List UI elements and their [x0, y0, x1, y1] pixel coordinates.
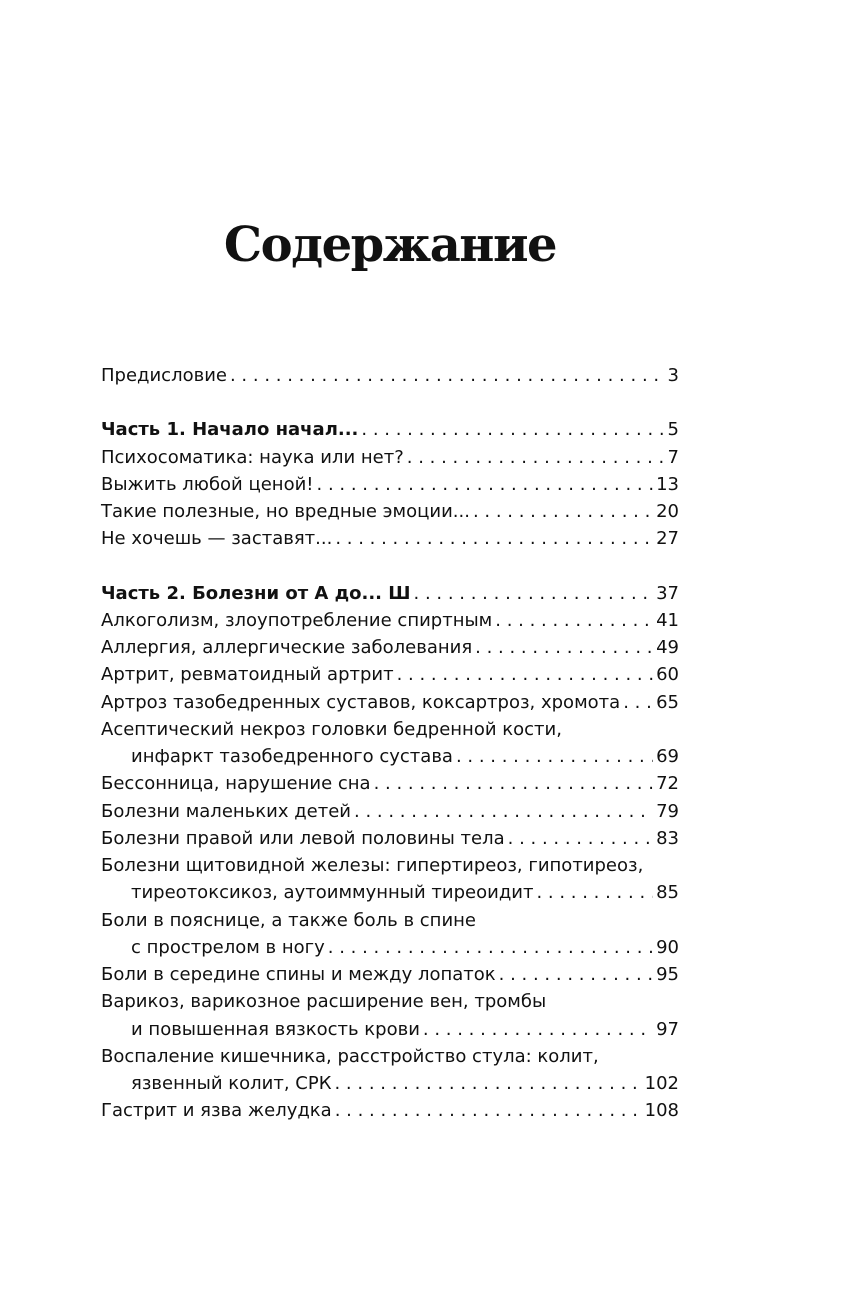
page-title: Содержание [223, 217, 557, 273]
dot-leader [536, 879, 653, 906]
toc-entry[interactable] [101, 798, 679, 825]
toc-entry-title: и повышенная вязкость крови [131, 1018, 420, 1040]
toc-entry-title: Алкоголизм, злоупотребление спиртным [101, 609, 493, 631]
dot-leader [335, 1097, 642, 1124]
toc-entry[interactable] [101, 607, 679, 634]
toc-entry[interactable] [101, 1070, 679, 1097]
toc-page-number: 85 [656, 882, 679, 904]
toc-page-number: 41 [656, 609, 679, 631]
toc-entry-title: Гастрит и язва желудка [101, 1100, 332, 1122]
dot-leader [414, 580, 654, 607]
dot-leader [508, 825, 653, 852]
toc-page-number: 60 [656, 664, 679, 686]
toc-entry[interactable] [101, 1016, 679, 1043]
toc-entry-title: Часть 1. Начало начал... [101, 419, 359, 441]
dot-leader [328, 934, 653, 961]
toc-page-number: 83 [656, 827, 679, 849]
toc-entry-title: Артроз тазобедренных суставов, коксартроз, хромота [101, 691, 621, 713]
dot-leader [361, 416, 664, 443]
toc-entry-first-line: Варикоз, варикозное расширение вен, тромбы [101, 991, 547, 1013]
toc-page-number: 65 [656, 691, 679, 713]
toc-entry-first-line: Боли в пояснице, а также боль в спине [101, 909, 476, 931]
toc-page-number: 5 [667, 419, 679, 441]
toc-page-number: 69 [656, 746, 679, 767]
toc-page-number: 3 [667, 365, 679, 386]
toc-page-number: 37 [656, 582, 679, 604]
toc-entry[interactable] [101, 770, 679, 797]
dot-leader [473, 498, 653, 525]
dot-leader [623, 689, 653, 716]
toc-entry[interactable] [101, 825, 679, 852]
toc-entry[interactable] [101, 362, 679, 389]
toc-entry-title: Болезни правой или левой половины тела [101, 827, 505, 849]
toc-entry-title: язвенный колит, СРК [131, 1073, 332, 1094]
toc-page-number: 7 [667, 446, 679, 468]
toc-page-number: 97 [656, 1018, 679, 1040]
toc-page-number: 108 [644, 1100, 679, 1122]
toc-entry-first-line: Болезни щитовидной железы: гипертиреоз, гипотиреоз, [101, 855, 644, 876]
toc-entry-title: Не хочешь — заставят... [101, 528, 333, 550]
toc-entry-title: Аллергия, аллергические заболевания [101, 637, 473, 658]
dot-leader [354, 798, 653, 825]
toc-entry[interactable] [101, 689, 679, 716]
dot-leader [423, 1016, 653, 1043]
toc-entry[interactable] [101, 634, 679, 661]
toc-entry-title: Психосоматика: наука или нет? [101, 446, 404, 468]
dot-leader [475, 634, 653, 661]
dot-leader [317, 471, 654, 498]
toc-entry[interactable] [101, 879, 679, 906]
toc-entry[interactable] [101, 661, 679, 688]
toc-entry-title: Боли в середине спины и между лопаток [101, 964, 496, 985]
toc-page-number: 102 [644, 1073, 679, 1094]
toc-entry-first-line: Воспаление кишечника, расстройство стула: колит, [101, 1045, 599, 1067]
toc-entry-title: Болезни маленьких детей [101, 800, 351, 822]
toc-entry-title: с прострелом в ногу [131, 936, 325, 958]
toc-entry[interactable] [101, 498, 679, 525]
dot-leader [499, 961, 653, 988]
toc-part-heading[interactable] [101, 580, 679, 607]
dot-leader [334, 1070, 641, 1097]
toc-entry-title: Такие полезные, но вредные эмоции... [101, 501, 470, 522]
toc-page-number: 95 [656, 964, 679, 985]
toc-page-number: 27 [656, 528, 679, 550]
dot-leader [495, 607, 653, 634]
toc-page-number: 13 [656, 473, 679, 495]
toc-page-number: 20 [656, 501, 679, 522]
toc-entry[interactable] [101, 525, 679, 552]
toc-entry-title: тиреотоксикоз, аутоиммунный тиреоидит [131, 882, 534, 904]
toc-page-number: 72 [656, 773, 679, 795]
toc-entry[interactable] [101, 471, 679, 498]
toc-page-number: 90 [656, 936, 679, 958]
toc-page-number: 49 [656, 637, 679, 658]
toc-part-heading[interactable] [101, 416, 679, 443]
toc-entry[interactable] [101, 1097, 679, 1124]
toc-entry-title: Часть 2. Болезни от А до... Ш [101, 582, 411, 604]
toc-entry-title: инфаркт тазобедренного сустава [131, 746, 453, 767]
dot-leader [230, 362, 665, 389]
dot-leader [456, 743, 653, 770]
toc-entry[interactable] [101, 961, 679, 988]
dot-leader [335, 525, 653, 552]
table-of-contents [101, 362, 679, 1125]
toc-entry-title: Бессонница, нарушение сна [101, 773, 371, 795]
dot-leader [397, 661, 654, 688]
toc-page-number: 79 [656, 800, 679, 822]
toc-entry-title: Артрит, ревматоидный артрит [101, 664, 394, 686]
toc-entry[interactable] [101, 934, 679, 961]
toc-entry[interactable] [101, 743, 679, 770]
toc-entry[interactable] [101, 444, 679, 471]
dot-leader [374, 770, 654, 797]
toc-entry-first-line: Асептический некроз головки бедренной кости, [101, 718, 562, 740]
toc-entry-title: Выжить любой ценой! [101, 473, 314, 495]
toc-entry-title: Предисловие [101, 365, 227, 386]
dot-leader [407, 444, 665, 471]
